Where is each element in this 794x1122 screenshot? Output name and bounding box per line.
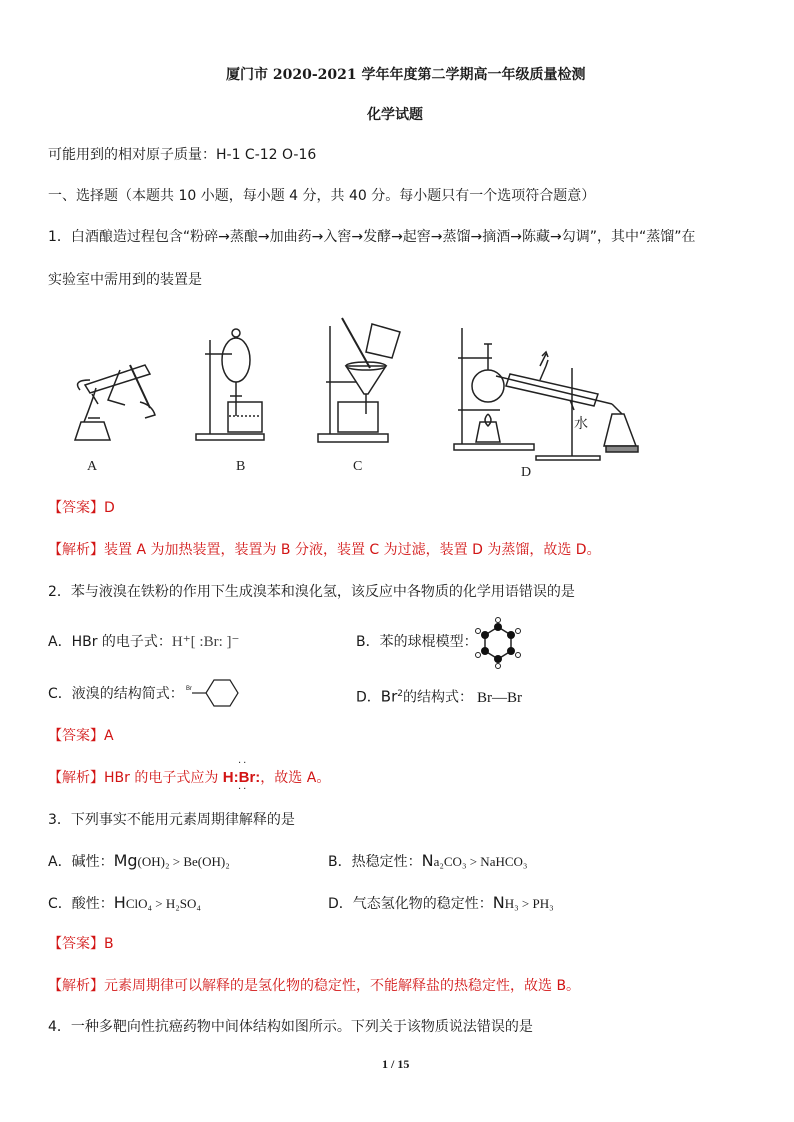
q3-option-b-big: N [421,851,434,870]
label-c: C [353,459,363,474]
option-d-prefix: D． [356,689,381,706]
option-d-suffix: 的结构式： [402,689,473,706]
question-2-option-b [356,633,478,651]
question-3-option-c [48,894,201,913]
q3-option-a-rest: (OH)₂ > Be(OH)₂ [137,854,230,869]
label-d: D [521,465,532,480]
question-2-stem: 2．苯与液溴在铁粉的作用下生成溴苯和溴化氢，该反应中各物质的化学用语错误的是 [48,584,575,600]
q3-option-d-big: N [492,893,505,912]
question-2-option-a [48,633,239,651]
option-a-text: A．HBr 的电子式： [48,634,172,650]
option-d-br: Br [380,687,398,706]
section-heading: 一、选择题（本题共 10 小题，每小题 4 分，共 40 分。每小题只有一个选项符合题意） [48,188,596,204]
document-subtitle: 化学试题 [367,107,423,123]
question-2-option-c [48,685,184,703]
question-3-option-a [48,852,230,871]
question-2-answer: 【答案】A [48,728,114,744]
label-a: A [87,459,98,474]
question-3-stem: 3．下列事实不能用元素周期律解释的是 [48,812,295,828]
apparatus-d-distillation [454,328,638,460]
question-1-stem-line1: 1．白酒酿造过程包含“粉碎→蒸酿→加曲药→入窖→发酵→起窖→蒸馏→摘酒→陈藏→勾调”，其中“蒸馏”在 [48,229,696,245]
question-1-analysis: 【解析】装置 A 为加热装置，装置为 B 分液，装置 C 为过滤，装置 D 为蒸馏，故选 D。 [48,542,601,558]
q3-option-c-big: H [113,893,126,912]
option-a-formula: H⁺[ :Br: ]⁻ [171,634,240,650]
question-3-option-b [328,852,527,871]
q3-option-c-prefix: C．酸性： [48,896,114,912]
lone-pair-dots-top: ·· [238,758,249,769]
atomic-mass-line: 可能用到的相对原子质量：H-1 C-12 O-16 [48,147,317,163]
question-2-analysis [48,769,330,787]
question-3-option-d [328,894,554,913]
question-3-answer: 【答案】B [48,936,114,952]
bromobenzene-structure [190,676,250,710]
q3-option-d-prefix: D．气态氢化物的稳定性： [328,896,493,912]
question-2-option-d [356,685,522,707]
q3-option-a-big: Mg [113,851,138,870]
q3-option-b-rest: a₂CO₃ > NaHCO₃ [433,854,528,869]
analysis-formula: H:Br: [222,769,261,786]
lone-pair-dots-bottom: ·· [238,784,249,795]
q3-option-c-rest: ClO₄ > H₂SO₄ [125,896,201,911]
question-1-answer: 【答案】D [48,500,115,516]
q3-option-a-prefix: A．碱性： [48,854,114,870]
option-c-br-label: Br [186,686,192,692]
apparatus-figure [0,310,794,510]
option-d-sub: 2 [397,689,403,699]
option-d-formula: Br—Br [476,689,522,706]
option-c-text: C．液溴的结构简式： [48,686,184,702]
q3-option-b-prefix: B．热稳定性： [328,854,422,870]
q3-option-d-rest: H₃ > PH₃ [504,896,554,911]
question-1-stem-line2: 实验室中需用到的装置是 [48,272,202,288]
document-title: 厦门市 2020-2021 学年年度第二学期高一年级质量检测 [226,67,586,83]
apparatus-c-filtration [318,318,400,442]
apparatus-b-separatory-funnel [196,329,264,440]
analysis-suffix: ，故选 A。 [260,770,331,786]
question-4-stem: 4．一种多靶向性抗癌药物中间体结构如图所示。下列关于该物质说法错误的是 [48,1019,533,1035]
analysis-prefix: 【解析】HBr 的电子式应为 [48,770,223,786]
label-b: B [236,459,246,474]
option-b-text: B．苯的球棍模型： [356,634,478,650]
question-3-analysis: 【解析】元素周期律可以解释的是氢化物的稳定性，不能解释盐的热稳定性，故选 B。 [48,978,581,994]
apparatus-a-heating [75,365,155,440]
benzene-ball-stick-model [473,618,523,668]
page-number: 1 / 15 [382,1057,410,1071]
water-label: 水 [574,417,588,432]
